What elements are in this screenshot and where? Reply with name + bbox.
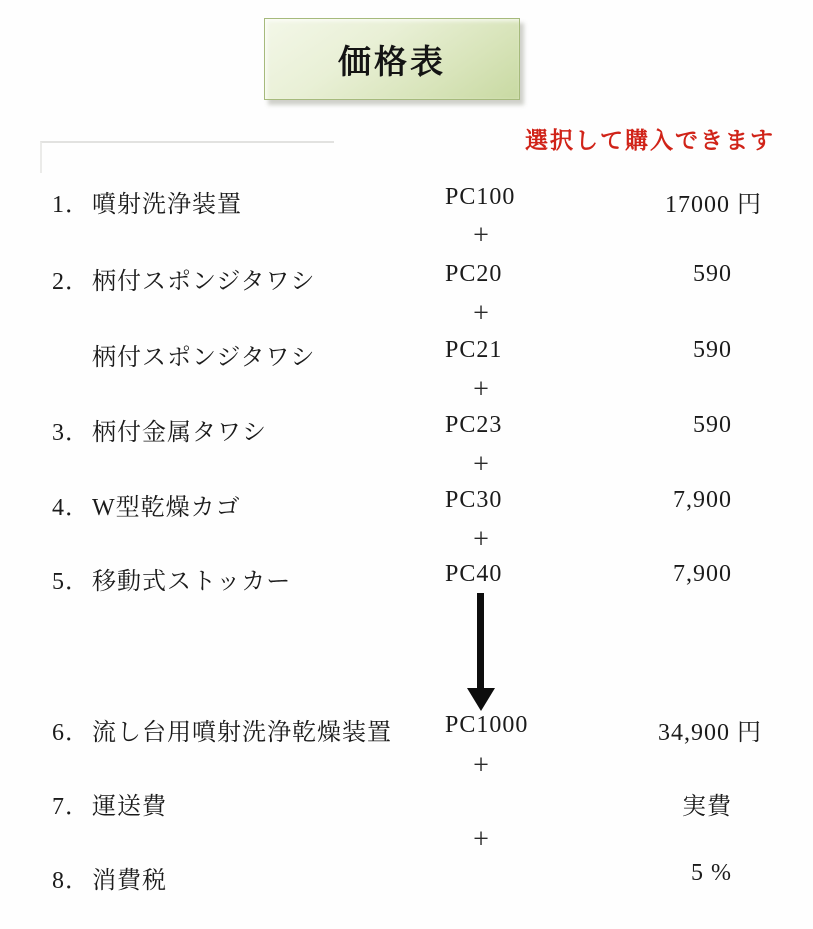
item-number: 4． (52, 495, 90, 521)
item-number: 6． (52, 720, 90, 746)
plus-separator: + (473, 524, 489, 555)
price-value: 5 % (691, 860, 732, 886)
price-value: 34,900 円 (658, 720, 762, 746)
price-value: 17000 円 (665, 192, 762, 218)
purchase-notice: 選択して購入できます (525, 128, 775, 153)
plus-separator: + (473, 824, 489, 855)
item-name (52, 412, 267, 447)
item-label-text: 運送費 (92, 794, 167, 820)
item-number: 3． (52, 420, 90, 446)
plus-separator: + (473, 750, 489, 781)
item-label-text: W型乾燥カゴ (92, 495, 241, 521)
item-label-text: 柄付スポンジタワシ (92, 345, 316, 371)
item-number: 5． (52, 569, 90, 595)
price-value: 590 (693, 412, 732, 438)
item-number: 8． (52, 868, 90, 894)
table-row (0, 860, 813, 894)
product-code: PC30 (445, 487, 503, 513)
item-name (52, 261, 315, 296)
plus-separator: + (473, 449, 489, 480)
item-label-text: 消費税 (92, 868, 167, 894)
table-row (0, 412, 813, 446)
item-label-text: 噴射洗浄装置 (92, 192, 242, 218)
item-name (52, 860, 167, 895)
table-row (0, 261, 813, 295)
product-code: PC20 (445, 261, 503, 287)
product-code: PC100 (445, 184, 516, 210)
table-row (0, 184, 813, 218)
plus-separator: + (473, 220, 489, 251)
down-arrow-shaft (477, 593, 484, 690)
plus-separator: + (473, 374, 489, 405)
page-title: 価格表 (338, 44, 446, 81)
item-name (52, 786, 167, 821)
item-name (52, 487, 241, 522)
item-name (52, 561, 291, 596)
table-row (0, 786, 813, 820)
item-label-text: 流し台用噴射洗浄乾燥装置 (92, 720, 392, 746)
item-label-text: 柄付金属タワシ (92, 420, 267, 446)
item-name (52, 712, 392, 747)
table-row (0, 712, 813, 746)
table-row (0, 561, 813, 595)
product-code: PC23 (445, 412, 503, 438)
title-box (264, 18, 520, 100)
item-name (52, 337, 315, 372)
plus-separator: + (473, 298, 489, 329)
down-arrow-icon (467, 688, 495, 711)
item-number: 2． (52, 269, 90, 295)
table-row (0, 487, 813, 521)
price-value: 7,900 (673, 487, 732, 513)
price-value: 実費 (682, 794, 732, 820)
item-number: 1． (52, 192, 90, 218)
item-label-text: 柄付スポンジタワシ (92, 269, 316, 295)
item-number: 7． (52, 794, 90, 820)
scan-artifact (40, 141, 334, 173)
price-value: 590 (693, 337, 732, 363)
price-value: 590 (693, 261, 732, 287)
price-value: 7,900 (673, 561, 732, 587)
product-code: PC1000 (445, 712, 529, 738)
product-code: PC21 (445, 337, 503, 363)
table-row (0, 337, 813, 371)
product-code: PC40 (445, 561, 503, 587)
item-label-text: 移動式ストッカー (92, 569, 292, 595)
item-name (52, 184, 242, 219)
